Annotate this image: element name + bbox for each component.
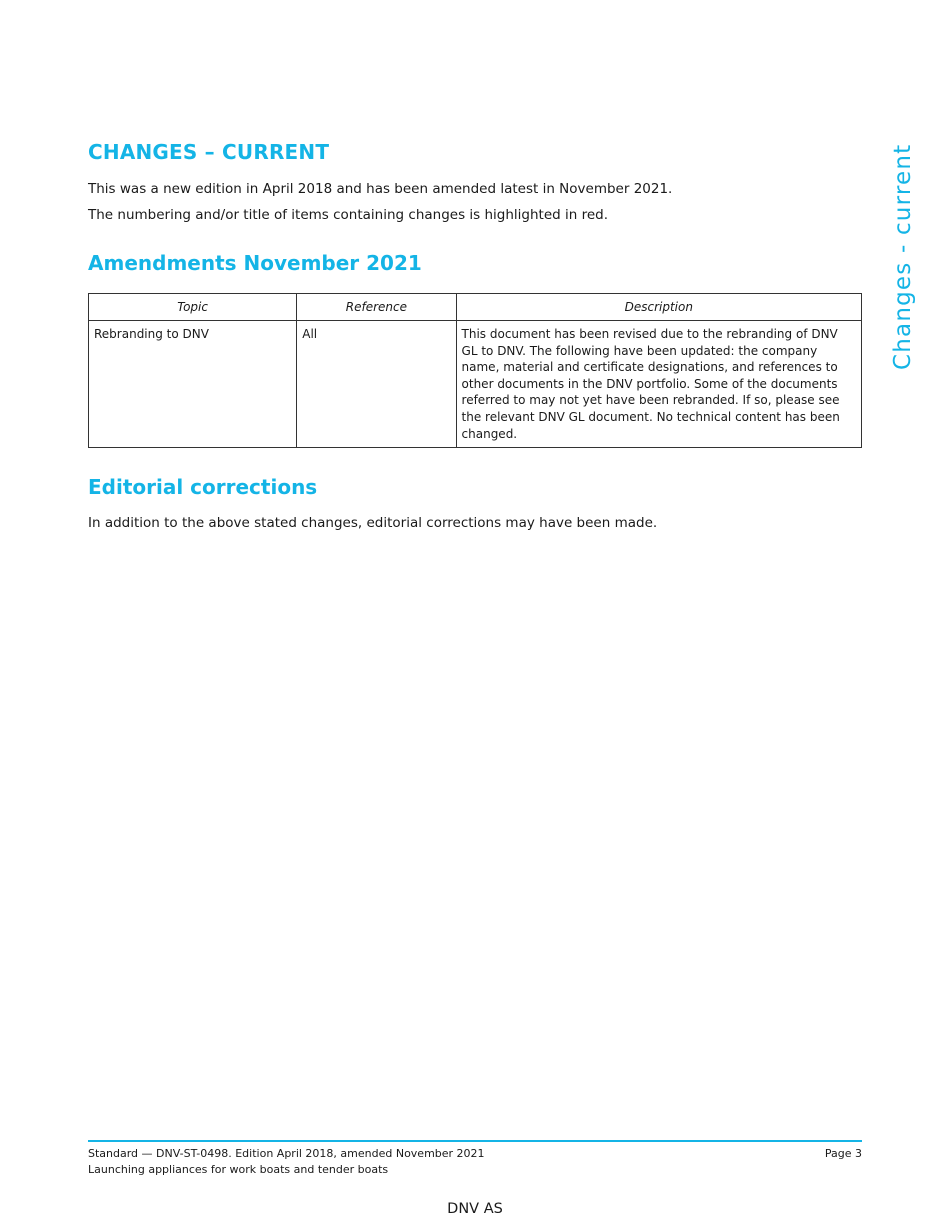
cell-reference: All xyxy=(297,321,456,448)
side-section-label: Changes - current xyxy=(890,143,916,370)
intro-edition-text: This was a new edition in April 2018 and has been amended latest in November 2021. xyxy=(88,181,673,197)
intro-highlight-note: The numbering and/or title of items containing changes is highlighted in red. xyxy=(88,207,609,223)
cell-description: This document has been revised due to the rebranding of DNV GL to DNV. The following have been updated: the company name, material and certificate designations, and references to other documents in the DNV portfolio. Some of the documents referred to may not yet have been rebranded. If so, please see the relevant DNV GL document. No technical content has been changed. xyxy=(456,321,861,448)
table-row xyxy=(89,321,862,448)
column-header-description: Description xyxy=(456,294,861,321)
editorial-text: In addition to the above stated changes, editorial corrections may have been made. xyxy=(88,515,658,531)
footer-document-subtitle: Launching appliances for work boats and tender boats xyxy=(88,1163,389,1176)
footer-divider xyxy=(88,1140,862,1142)
page-number: Page 3 xyxy=(824,1147,862,1160)
amendments-heading: Amendments November 2021 xyxy=(88,251,422,275)
table-header-row xyxy=(89,294,862,321)
column-header-topic: Topic xyxy=(89,294,297,321)
editorial-heading: Editorial corrections xyxy=(88,475,318,499)
cell-topic: Rebranding to DNV xyxy=(89,321,297,448)
amendments-table xyxy=(88,293,862,448)
footer-standard-title: Standard — DNV-ST-0498. Edition April 2018, amended November 2021 xyxy=(88,1147,485,1160)
publisher-name: DNV AS xyxy=(447,1201,503,1217)
page-title: CHANGES – CURRENT xyxy=(88,140,330,164)
column-header-reference: Reference xyxy=(297,294,456,321)
